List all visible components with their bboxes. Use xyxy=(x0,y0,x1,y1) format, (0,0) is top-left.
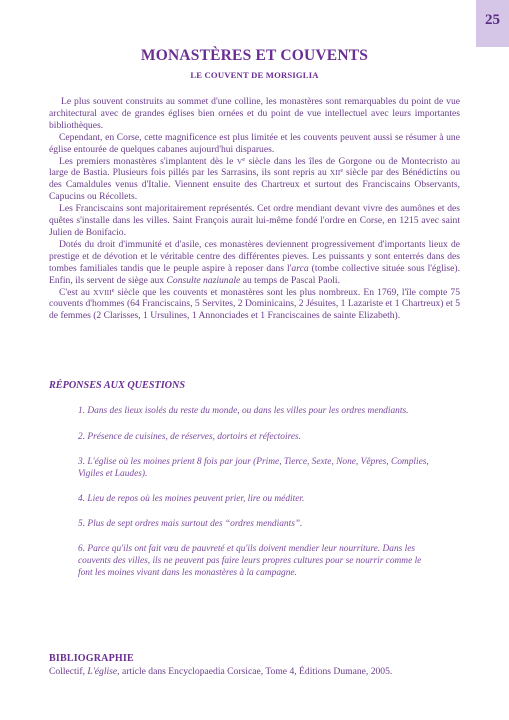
page-title: MONASTÈRES ET COUVENTS xyxy=(140,47,369,64)
bibliography-entry: Collectif, L'église, article dans Encyclopaedia Corsicae, Tome 4, Éditions Dumane, 2005. xyxy=(49,666,393,677)
answer-item-4: 4. Lieu de repos où les moines peuvent prier, lire ou méditer. xyxy=(78,494,305,504)
page-number-badge xyxy=(476,0,509,47)
paragraph-2: Cependant, en Corse, cette magnificence est plus limitée et les couvents peuvent aussi se résumer à une église entourée de quelques cabanes aujourd'hui disparues. xyxy=(49,131,460,155)
answer-item-1: 1. Dans des lieux isolés du reste du monde, ou dans les villes pour les ordres mendiants. xyxy=(78,406,409,416)
paragraph-3: Les premiers monastères s'implantent dès le Ve siècle dans les îles de Gorgone ou de Montecristo au large de Bastia. Plusieurs fois pillés par les Sarrasins, ils sont repris au XIIe siècle par des Bénédictins ou des Camaldules venus d'Italie. Viennent ensuite des Chartreux et surtout des Franciscains Observants, Capucins ou Récollets. xyxy=(49,155,461,203)
paragraph-1: Le plus souvent construits au sommet d'une colline, les monastères sont remarquables du point de vue architectural avec de grandes églises bien ornées et du point de vue intellectuel avec leurs importantes bibliothèques. xyxy=(49,96,460,131)
answer-item-3: 3. L'église où les moines prient 8 fois par jour (Prime, Tierce, Sexte, None, Vêpres, Complies, Vigiles et Laudes). xyxy=(78,457,429,479)
answer-item-5: 5. Plus de sept ordres mais surtout des “ordres mendiants”. xyxy=(78,519,303,529)
paragraph-4: Les Franciscains sont majoritairement représentés. Cet ordre mendiant devant vivre des aumônes et des quêtes s'installe dans les villes. Saint François aurait lui-même fondé l'ordre en Corse, en 1215 avec saint Julien de Bonifacio. xyxy=(49,203,460,238)
answer-item-2: 2. Présence de cuisines, de réserves, dortoirs et réfectoires. xyxy=(78,432,302,442)
paragraph-6: C'est au XVIIIe siècle que les couvents et monastères sont les plus nombreux. En 1769, l'île compte 75 couvents d'hommes (64 Franciscains, 5 Servites, 2 Dominicains, 2 Jésuites, 1 Lazariste et 1 Chartreux) et 5 de femmes (2 Clarisses, 1 Ursulines, 1 Annonciades et 1 Franciscaines de sainte Elizabeth). xyxy=(49,286,460,322)
answers-heading: RÉPONSES AUX QUESTIONS xyxy=(49,380,186,391)
article-body xyxy=(49,96,460,322)
bibliography-heading: BIBLIOGRAPHIE xyxy=(49,653,134,664)
page-number: 25 xyxy=(485,12,500,28)
answer-item-6: 6. Parce qu'ils ont fait vœu de pauvreté et qu'ils doivent mendier leur nourriture. Dans les couvents des villes, ils ne peuvent pas faire leurs propres cultures pour se nourrir comme le font les moines vivant dans les monastères à la campagne. xyxy=(78,544,422,578)
paragraph-5: Dotés du droit d'immunité et d'asile, ces monastères deviennent progressivement d'importants lieux de prestige et de dévotion et le véritable centre des différentes pieves. Les puissants y sont enterrés dans des tombes familiales tandis que le peuple aspire à reposer dans l'arca (tombe collective située sous l'église). Enfin, ils servent de siège aux Consulte naziunale au temps de Pascal Paoli. xyxy=(49,238,460,286)
page-subtitle: LE COUVENT DE MORSIGLIA xyxy=(190,70,319,80)
